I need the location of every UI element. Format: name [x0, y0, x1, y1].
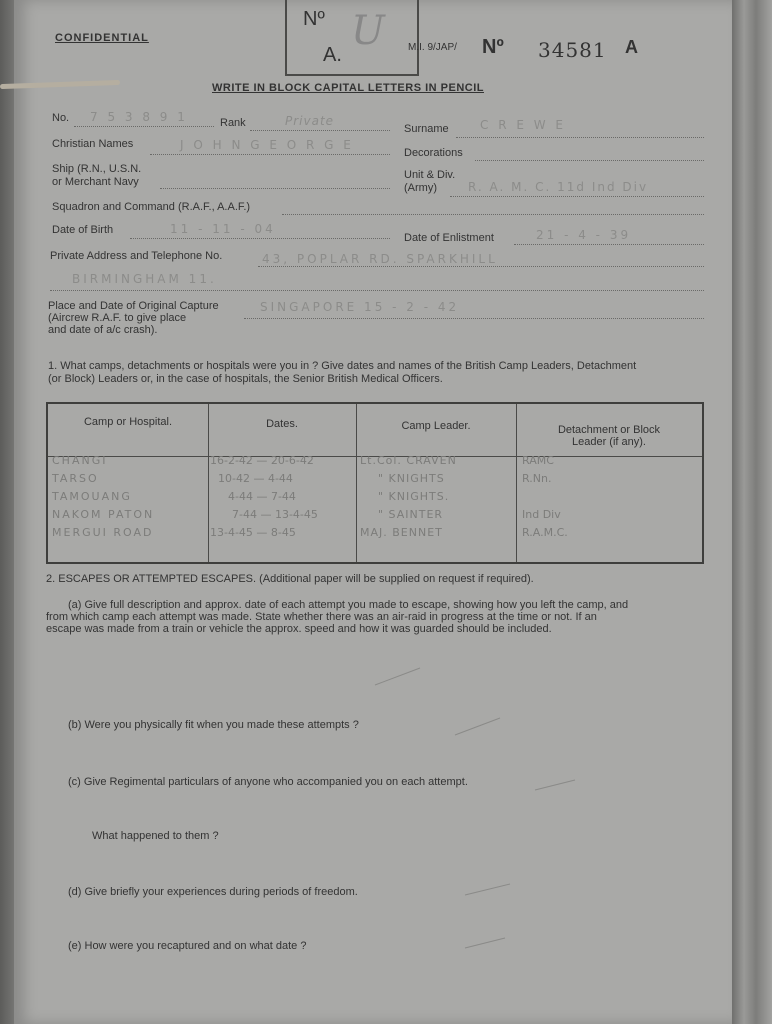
header-camp: Camp or Hospital.: [83, 416, 173, 428]
enlistment-label: Date of Enlistment: [404, 232, 494, 244]
pencil-stroke: [375, 668, 420, 685]
christian-names-label: Christian Names: [52, 138, 134, 150]
q2c-text: (c) Give Regimental particulars of anyone who accompanied you on each attempt.: [68, 776, 468, 788]
row-detachment: Ind Div: [522, 508, 561, 521]
q2a-line-2: from which camp each attempt was made. State whether there was an air-raid in progress at the time or not. If an: [46, 611, 597, 623]
capture-label-2: (Aircrew R.A.F. to give place: [48, 312, 187, 324]
dob-value: 11 - 11 - 04: [170, 222, 276, 236]
no-symbol: Nº: [482, 36, 504, 58]
mi-reference: M.I. 9/JAP/: [408, 42, 457, 53]
q2a-line-1: (a) Give full description and approx. date of each attempt you made to escape, showing how you left the camp, and: [68, 599, 629, 611]
unit-value: R. A. M. C. 11d Ind Div: [468, 180, 649, 194]
row-leader: " KNIGHTS.: [378, 490, 450, 503]
box-handwritten: U: [351, 8, 385, 54]
enlistment-value: 21 - 4 - 39: [536, 228, 632, 242]
row-dates: 7-44 — 13-4-45: [232, 508, 318, 521]
row-detachment: R.Nn.: [522, 472, 552, 485]
address-label: Private Address and Telephone No.: [50, 250, 223, 262]
no-label: No.: [52, 112, 70, 124]
dob-label: Date of Birth: [52, 224, 114, 236]
row-leader: " SAINTER: [378, 508, 444, 521]
unit-label-2: (Army): [404, 182, 437, 194]
rank-value: Private: [285, 114, 335, 128]
q2b-text: (b) Were you physically fit when you made these attempts ?: [68, 719, 359, 731]
q2e-text: (e) How were you recaptured and on what date ?: [68, 940, 307, 952]
row-camp: MERGUI ROAD: [52, 526, 154, 539]
q2d-text: (d) Give briefly your experiences during periods of freedom.: [68, 886, 358, 898]
box-no-label: Nº: [303, 8, 325, 30]
christian-names-value: J O H N G E O R G E: [180, 138, 354, 152]
q2a-line-3: escape was made from a train or vehicle the approx. speed and how it was guarded should be included.: [46, 623, 552, 635]
row-camp: TARSO: [52, 472, 99, 485]
ship-label-2: or Merchant Navy: [52, 176, 139, 188]
row-dates: 13-4-45 — 8-45: [210, 526, 296, 539]
instruction-heading: WRITE IN BLOCK CAPITAL LETTERS IN PENCIL: [212, 82, 484, 94]
row-dates: 4-44 — 7-44: [228, 490, 296, 503]
serial-suffix: A: [625, 37, 638, 57]
row-detachment: RAMC: [522, 454, 554, 467]
row-leader: Lt.Col. CRAVEN: [360, 454, 457, 467]
no-value: 7 5 3 8 9 1: [90, 110, 188, 124]
pencil-stroke: [465, 938, 505, 948]
row-camp: NAKOM PATON: [52, 508, 155, 521]
row-camp: CHANGI: [52, 454, 108, 467]
header-leader: Camp Leader.: [401, 420, 471, 432]
q1-text-1: 1. What camps, detachments or hospitals were you in ? Give dates and names of the British Camp Leaders, Detachment: [48, 360, 637, 372]
confidential-label: CONFIDENTIAL: [55, 32, 149, 44]
row-detachment: R.A.M.C.: [522, 526, 568, 539]
capture-value: SINGAPORE 15 - 2 - 42: [260, 300, 460, 314]
unit-label-1: Unit & Div.: [404, 169, 456, 181]
surname-value: C R E W E: [480, 118, 567, 132]
serial-number: 34581: [538, 38, 607, 62]
pencil-stroke: [535, 780, 575, 790]
row-dates: 16-2-42 — 20-6-42: [210, 454, 314, 467]
row-leader: MAJ. BENNET: [360, 526, 443, 539]
ship-label-1: Ship (R.N., U.S.N.: [52, 163, 142, 175]
rank-label: Rank: [220, 117, 246, 129]
squadron-label: Squadron and Command (R.A.F., A.A.F.): [52, 201, 251, 213]
address-value-1: 43, POPLAR RD. SPARKHILL: [262, 252, 498, 266]
pencil-stroke: [455, 718, 500, 735]
q1-text-2: (or Block) Leaders or, in the case of hospitals, the Senior British Medical Officers.: [48, 373, 443, 385]
row-leader: " KNIGHTS: [378, 472, 445, 485]
q2c2-text: What happened to them ?: [92, 830, 219, 842]
header-detachment: Detachment or Block: [557, 424, 661, 436]
decorations-label: Decorations: [404, 147, 463, 159]
surname-label: Surname: [404, 123, 449, 135]
row-camp: TAMOUANG: [52, 490, 132, 503]
capture-label-1: Place and Date of Original Capture: [48, 300, 219, 312]
box-letter: A.: [323, 44, 342, 66]
header-detachment-2: Leader (if any).: [572, 436, 646, 448]
header-dates: Dates.: [266, 418, 298, 430]
q2-title: 2. ESCAPES OR ATTEMPTED ESCAPES. (Additional paper will be supplied on request if required).: [46, 573, 534, 585]
row-dates: 10-42 — 4-44: [218, 472, 293, 485]
address-value-2: BIRMINGHAM 11.: [72, 272, 217, 286]
pencil-stroke: [465, 884, 510, 895]
capture-label-3: and date of a/c crash).: [48, 324, 158, 336]
